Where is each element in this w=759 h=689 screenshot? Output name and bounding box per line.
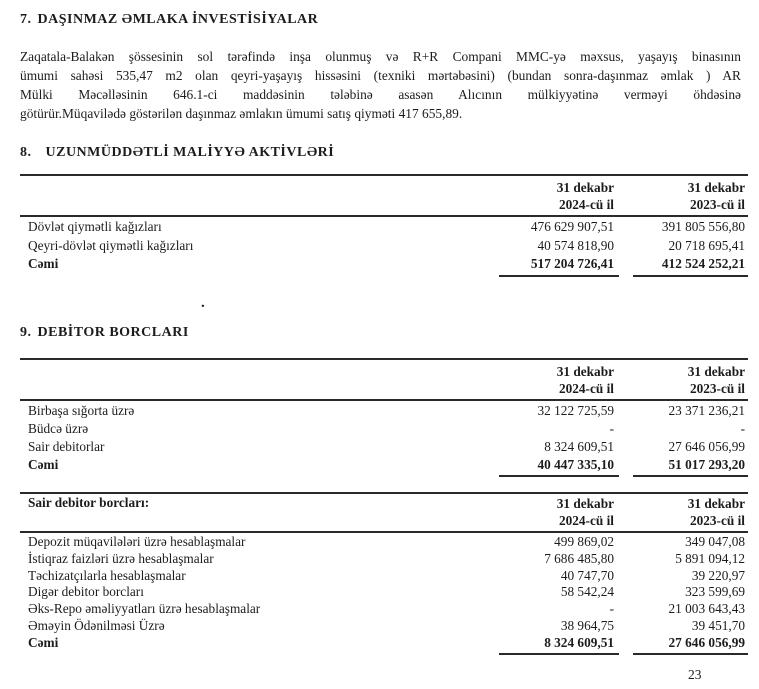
row-label: Cəmi [28,634,59,650]
section-7-paragraph [20,47,741,123]
value-2023: 20 718 695,41 [668,237,745,253]
section-7-heading [20,12,318,28]
value-2023: 39 451,70 [691,617,745,633]
value-2024: 517 204 726,41 [499,255,619,277]
value-2024: 38 964,75 [560,617,614,633]
value-2023: 27 646 056,99 [633,635,748,655]
section-9-title: DEBİTOR BORCLARI [37,325,189,340]
section-8-title: UZUNMÜDDƏTLİ MALİYYƏ AKTİVLƏRİ [45,145,335,160]
table-row [20,601,748,618]
row-label: Depozit müqavilələri üzrə hesablaşmalar [28,534,246,549]
value-2024: 7 686 485,80 [544,550,614,566]
column-header-2024: 31 dekabr 2024-cü il [556,364,614,396]
paragraph-line: Mülki Məcəlləsinin 646.1-ci maddəsinin tələbinə asasən Alıcının mülkiyyətinə verməyi öhdəsinə [20,87,741,102]
table-total-row [20,635,748,655]
table-row [20,237,748,256]
section-7-title: DAŞINMAZ ƏMLAKA İNVESTİSİYALAR [37,12,319,27]
paragraph-line: Zaqatala-Balakən şössesinin sol tərəfində inşa olunmuş və R+R Compani MMC-yə məxsus, yaşayış binasının [20,49,741,64]
value-2023: 21 003 643,43 [668,601,745,617]
section-8-number: 8. [20,145,32,160]
table-header-row [20,360,748,401]
table-row [20,618,748,635]
value-2023: 27 646 056,99 [668,439,745,454]
section-9-heading [20,325,189,341]
column-header-2024: 31 dekabr 2024-cü il [556,180,614,212]
value-2024: 8 324 609,51 [499,635,619,655]
value-2023: 391 805 556,80 [661,219,745,234]
value-2023: 51 017 293,20 [633,456,748,477]
row-label: Əməyin Ödənilməsi Üzrə [28,617,165,633]
row-label: Digər debitor borcları [28,584,144,600]
value-2024: - [609,421,614,436]
value-2024: 58 542,24 [560,584,614,600]
column-header-2023: 31 dekabr 2023-cü il [687,180,745,212]
section-9-number: 9. [20,325,32,340]
table-corner-label: Sair debitor borcları: [28,495,150,510]
table-body [20,401,748,477]
section-7-number: 7. [20,12,32,27]
table-total-row [20,255,748,277]
receivables-table [20,358,748,477]
value-2023: 323 599,69 [685,584,745,600]
row-label: Büdcə üzrə [28,421,89,436]
paragraph-line: ümumi sahəsi 535,47 m2 olan qeyri-yaşayış hissəsini (texniki mərtəbəsini) (bundan sonra-daşınmaz əmlak ) AR [20,68,741,83]
table-header-row [20,494,748,533]
value-2023: 39 220,97 [691,567,745,583]
table-row [20,420,748,438]
table-total-row [20,456,748,477]
column-header-2023: 31 dekabr 2023-cü il [687,364,745,396]
value-2023: - [740,421,745,436]
value-2024: 40 574 818,90 [537,237,614,253]
value-2023: 412 524 252,21 [633,255,748,277]
value-2024: 8 324 609,51 [544,439,614,454]
row-label: Əks-Repo əməliyyatları üzrə hesablaşmalar [28,601,261,617]
column-header-2023: 31 dekabr 2023-cü il [687,496,745,528]
value-2024: 476 629 907,51 [530,219,614,234]
row-label: Sair debitorlar [28,439,105,454]
row-label: İstiqraz faizləri üzrə hesablaşmalar [28,550,214,566]
other-receivables-table [20,492,748,655]
table-row [20,551,748,568]
row-label: Cəmi [28,457,59,472]
value-2024: 40 447 335,10 [499,456,619,477]
table-row [20,438,748,456]
financial-assets-table [20,174,748,277]
value-2024: - [609,601,614,617]
table-header-row [20,176,748,217]
table-row [20,534,748,551]
table-row [20,402,748,420]
value-2023: 349 047,08 [685,534,745,549]
table-body [20,533,748,655]
paragraph-line: götürür.Müqavilədə göstərilən daşınmaz əmlakın ümumi satış qiyməti 417 655,89. [20,106,463,121]
row-label: Dövlət qiymətli kağızları [28,219,162,234]
table-row [20,584,748,601]
row-label: Birbaşa sığorta üzrə [28,403,135,418]
value-2023: 5 891 094,12 [675,550,745,566]
table-body [20,217,748,277]
row-label: Təchizatçılarla hesablaşmalar [28,567,186,583]
value-2024: 32 122 725,59 [537,403,614,418]
page-number: 23 [688,667,702,682]
value-2023: 23 371 236,21 [668,403,745,418]
row-label: Cəmi [28,256,59,271]
section-8-heading [20,145,334,161]
row-label: Qeyri-dövlət qiymətli kağızları [28,237,194,253]
table-row [20,218,748,237]
value-2024: 499 869,02 [554,534,614,549]
stray-period-artifact: . [201,295,205,311]
value-2024: 40 747,70 [560,567,614,583]
column-header-2024: 31 dekabr 2024-cü il [556,496,614,528]
table-row [20,568,748,585]
